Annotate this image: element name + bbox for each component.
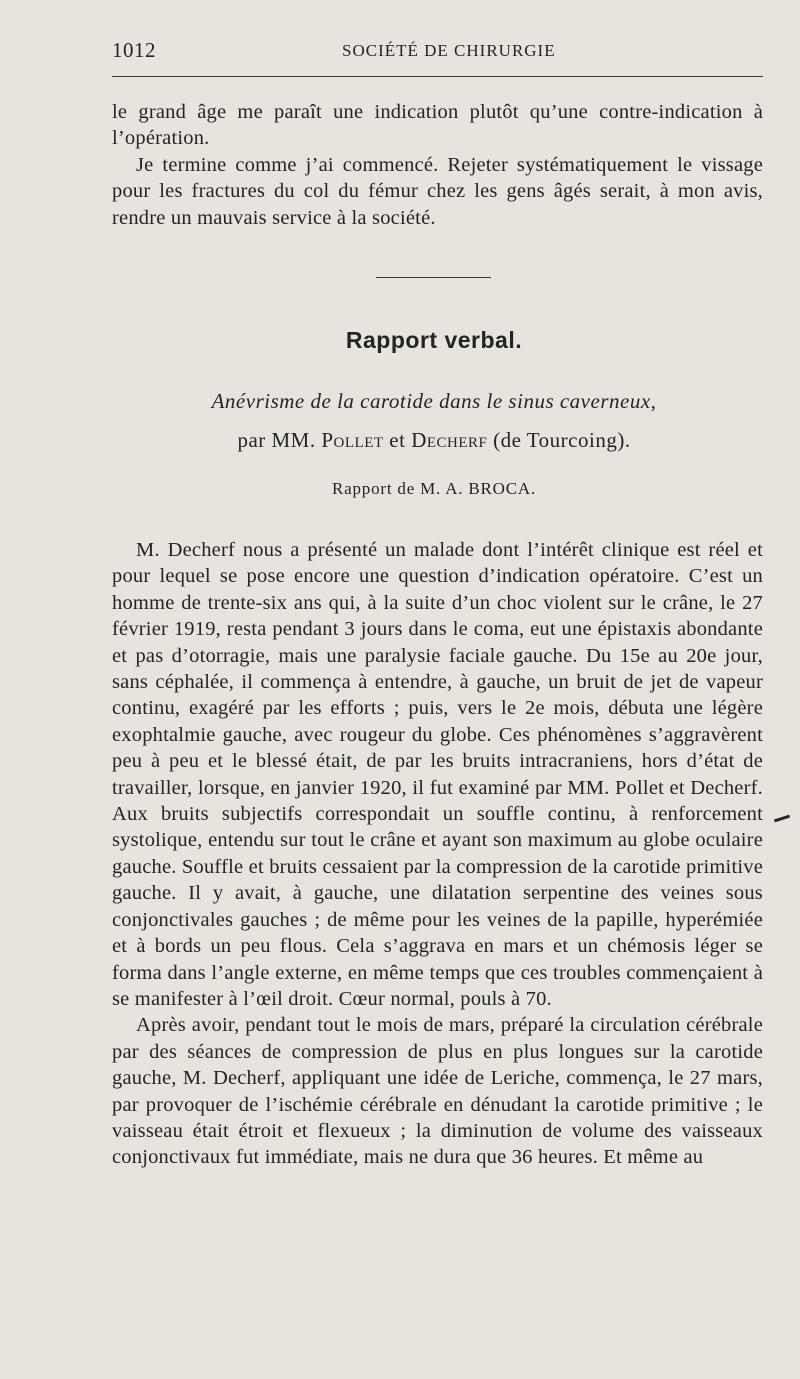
- main-text-block: [112, 537, 763, 1171]
- margin-mark: [774, 815, 790, 823]
- section-title: Rapport verbal.: [345, 327, 523, 353]
- author-name: Decherf: [411, 428, 488, 452]
- intro-text-block: [112, 99, 763, 231]
- authors-conjunction: et: [389, 428, 406, 452]
- intro-paragraph: Je termine comme j’ai commencé. Rejeter systématiquement le vissage pour les fractures du col du fémur chez les gens âgés serait, à mon avis, rendre un mauvais service à la société.: [112, 153, 763, 229]
- article-authors: [0, 428, 800, 453]
- intro-paragraph: le grand âge me paraît une indication plutôt qu’une contre-indication à l’opération.: [112, 101, 763, 150]
- authors-prefix: par MM.: [237, 428, 316, 452]
- article-title: Anévrisme de la carotide dans le sinus caverneux,: [211, 389, 657, 413]
- journal-title: SOCIÉTÉ DE CHIRURGIE: [342, 41, 556, 60]
- running-head: [112, 38, 762, 64]
- author-name: Pollet: [321, 428, 384, 452]
- report-byline: Rapport de M. A. BROCA.: [332, 479, 536, 498]
- main-paragraph: M. Decherf nous a présenté un malade dont l’intérêt clinique est réel et pour lequel se pose encore une question d’indication opératoire. C’est un homme de trente-six ans qui, à la suite d’un choc violent sur le crâne, le 27 février 1919, resta pendant 3 jours dans le coma, eut une épistaxis abondante et pas d’otorragie, mais une paralysie faciale gauche. Du 15e au 20e jour, sans céphalée, il commença à entendre, à gauche, un bruit de jet de vapeur continu, exagéré par les efforts ; puis, vers le 2e mois, débuta une légère exophtalmie gauche, avec rougeur du globe. Ces phénomènes s’aggravèrent peu à peu et le blessé était, de par les bruits intracraniens, hors d’état de travailler, lorsque, en janvier 1920, il fut examiné par MM. Pollet et Decherf. Aux bruits subjectifs correspondait un souffle continu, à renforcement systolique, entendu sur tout le crâne et ayant son maximum au globe oculaire gauche. Souffle et bruits cessaient par la compression de la carotide primitive gauche. Il y avait, à gauche, une dilatation serpentine des veines sous conjonctivales gauches ; de même pour les veines de la papille, hyperémiée et à bords un peu flous. Cela s’aggrava en mars et un chémosis léger se forma dans l’angle externe, en même temps que ces troubles commençaient à se manifester à l’œil droit. Cœur normal, pouls à 70.: [112, 539, 763, 1010]
- authors-affiliation: (de Tourcoing).: [493, 428, 631, 452]
- header-rule: [112, 76, 763, 77]
- section-divider: [376, 277, 491, 278]
- main-paragraph: Après avoir, pendant tout le mois de mars, préparé la circulation cérébrale par des séances de compression de plus en plus longues sur la carotide gauche, M. Decherf, appliquant une idée de Leriche, commença, le 27 mars, par provoquer de l’ischémie cérébrale en dénudant la carotide primitive ; le vaisseau était étroit et flexueux ; la diminution de volume des vaisseaux conjonctivaux fut immédiate, mais ne dura que 36 heures. Et même au: [112, 1014, 763, 1169]
- page-number: 1012: [112, 38, 156, 62]
